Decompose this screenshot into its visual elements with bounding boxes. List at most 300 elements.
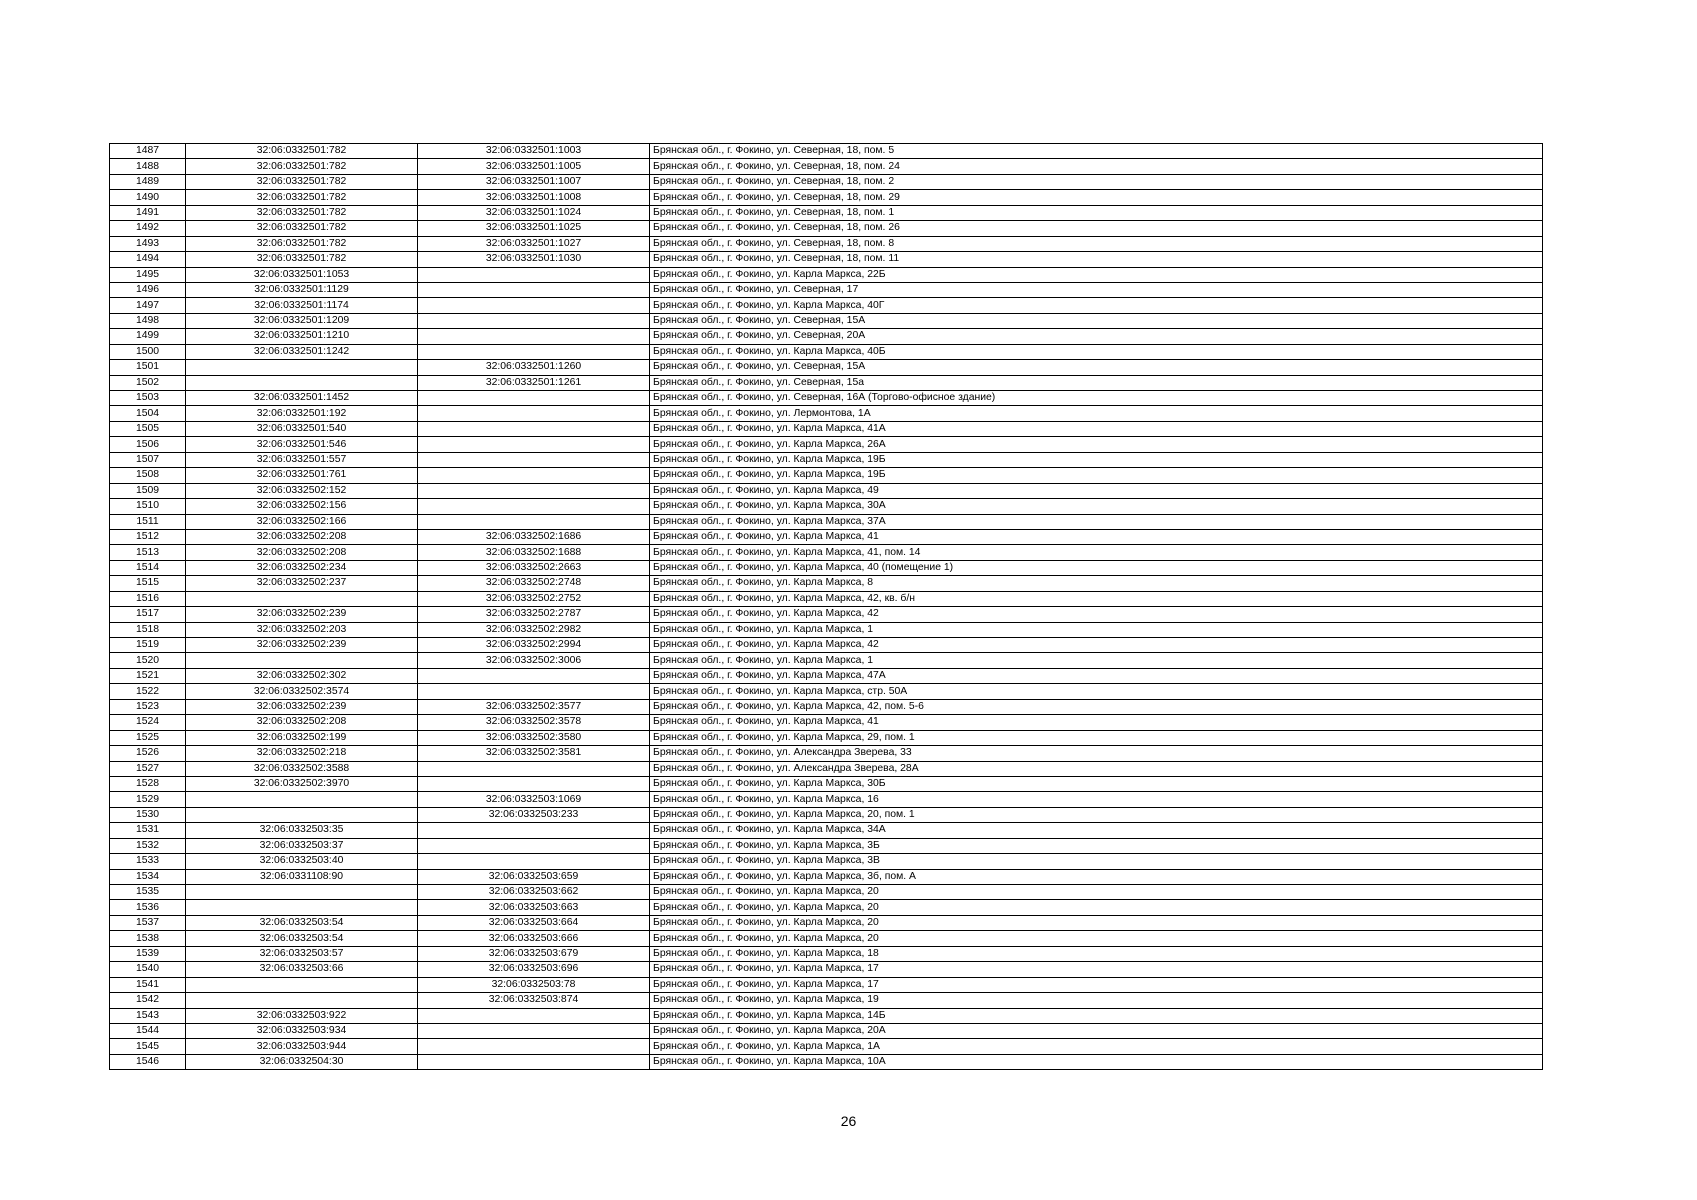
land-cadastral-number-cell: 32:06:0332501:1210 (186, 329, 418, 344)
address-cell: Брянская обл., г. Фокино, ул. Карла Маркса, 19Б (650, 468, 1543, 483)
building-cadastral-number-cell: 32:06:0332501:1005 (418, 159, 650, 174)
table-row (110, 236, 1543, 251)
building-cadastral-number-cell (418, 823, 650, 838)
address-cell: Брянская обл., г. Фокино, ул. Карла Маркса, 19Б (650, 452, 1543, 467)
building-cadastral-number-cell: 32:06:0332503:696 (418, 962, 650, 977)
table-row (110, 406, 1543, 421)
land-cadastral-number-cell: 32:06:0332501:782 (186, 252, 418, 267)
land-cadastral-number-cell: 32:06:0332502:234 (186, 560, 418, 575)
building-cadastral-number-cell: 32:06:0332502:1686 (418, 529, 650, 544)
row-number-cell: 1535 (110, 885, 186, 900)
row-number-cell: 1498 (110, 313, 186, 328)
land-cadastral-number-cell: 32:06:0332502:199 (186, 730, 418, 745)
land-cadastral-number-cell: 32:06:0332502:239 (186, 607, 418, 622)
land-cadastral-number-cell: 32:06:0332503:922 (186, 1008, 418, 1023)
table-row (110, 174, 1543, 189)
address-cell: Брянская обл., г. Фокино, ул. Карла Маркса, 30А (650, 499, 1543, 514)
land-cadastral-number-cell: 32:06:0332501:1174 (186, 298, 418, 313)
row-number-cell: 1506 (110, 437, 186, 452)
building-cadastral-number-cell (418, 421, 650, 436)
building-cadastral-number-cell (418, 313, 650, 328)
table-row (110, 931, 1543, 946)
address-cell: Брянская обл., г. Фокино, ул. Александра Зверева, 33 (650, 746, 1543, 761)
land-cadastral-number-cell: 32:06:0332503:66 (186, 962, 418, 977)
building-cadastral-number-cell: 32:06:0332502:3577 (418, 699, 650, 714)
address-cell: Брянская обл., г. Фокино, ул. Карла Маркса, 20 (650, 900, 1543, 915)
land-cadastral-number-cell: 32:06:0332501:1129 (186, 282, 418, 297)
building-cadastral-number-cell: 32:06:0332501:1261 (418, 375, 650, 390)
row-number-cell: 1496 (110, 282, 186, 297)
row-number-cell: 1500 (110, 344, 186, 359)
building-cadastral-number-cell: 32:06:0332502:2752 (418, 591, 650, 606)
row-number-cell: 1528 (110, 776, 186, 791)
table-row (110, 746, 1543, 761)
table-row (110, 653, 1543, 668)
row-number-cell: 1531 (110, 823, 186, 838)
table-row (110, 607, 1543, 622)
address-cell: Брянская обл., г. Фокино, ул. Карла Маркса, 20 (650, 915, 1543, 930)
building-cadastral-number-cell: 32:06:0332502:2787 (418, 607, 650, 622)
table-row (110, 483, 1543, 498)
table-row (110, 807, 1543, 822)
building-cadastral-number-cell (418, 344, 650, 359)
building-cadastral-number-cell (418, 684, 650, 699)
table-row (110, 977, 1543, 992)
row-number-cell: 1525 (110, 730, 186, 745)
row-number-cell: 1494 (110, 252, 186, 267)
table-row (110, 391, 1543, 406)
land-cadastral-number-cell: 32:06:0332501:540 (186, 421, 418, 436)
row-number-cell: 1532 (110, 838, 186, 853)
table-row (110, 792, 1543, 807)
building-cadastral-number-cell: 32:06:0332501:1003 (418, 144, 650, 159)
land-cadastral-number-cell: 32:06:0332502:237 (186, 576, 418, 591)
address-cell: Брянская обл., г. Фокино, ул. Карла Маркса, 42 (650, 607, 1543, 622)
land-cadastral-number-cell: 32:06:0332501:782 (186, 159, 418, 174)
land-cadastral-number-cell: 32:06:0332503:40 (186, 854, 418, 869)
land-cadastral-number-cell: 32:06:0332501:1053 (186, 267, 418, 282)
table-row (110, 560, 1543, 575)
land-cadastral-number-cell: 32:06:0332504:30 (186, 1054, 418, 1069)
address-cell: Брянская обл., г. Фокино, ул. Северная, 18, пом. 24 (650, 159, 1543, 174)
row-number-cell: 1508 (110, 468, 186, 483)
land-cadastral-number-cell (186, 360, 418, 375)
row-number-cell: 1489 (110, 174, 186, 189)
table-row (110, 468, 1543, 483)
address-cell: Брянская обл., г. Фокино, ул. Северная, 18, пом. 2 (650, 174, 1543, 189)
address-cell: Брянская обл., г. Фокино, ул. Северная, 20А (650, 329, 1543, 344)
address-cell: Брянская обл., г. Фокино, ул. Карла Маркса, 34А (650, 823, 1543, 838)
row-number-cell: 1505 (110, 421, 186, 436)
land-cadastral-number-cell: 32:06:0332502:239 (186, 699, 418, 714)
table-row (110, 1039, 1543, 1054)
building-cadastral-number-cell (418, 267, 650, 282)
building-cadastral-number-cell (418, 499, 650, 514)
address-cell: Брянская обл., г. Фокино, ул. Карла Маркса, 42 (650, 638, 1543, 653)
table-row (110, 684, 1543, 699)
table-row (110, 545, 1543, 560)
table-row (110, 205, 1543, 220)
row-number-cell: 1524 (110, 715, 186, 730)
address-cell: Брянская обл., г. Фокино, ул. Карла Маркса, 42, пом. 5-6 (650, 699, 1543, 714)
address-cell: Брянская обл., г. Фокино, ул. Карла Маркса, 8 (650, 576, 1543, 591)
building-cadastral-number-cell: 32:06:0332503:1069 (418, 792, 650, 807)
row-number-cell: 1544 (110, 1023, 186, 1038)
land-cadastral-number-cell (186, 977, 418, 992)
row-number-cell: 1538 (110, 931, 186, 946)
land-cadastral-number-cell: 32:06:0332502:218 (186, 746, 418, 761)
row-number-cell: 1546 (110, 1054, 186, 1069)
table-row (110, 437, 1543, 452)
land-cadastral-number-cell: 32:06:0332502:208 (186, 545, 418, 560)
land-cadastral-number-cell: 32:06:0332501:782 (186, 144, 418, 159)
address-cell: Брянская обл., г. Фокино, ул. Карла Маркса, 40 (помещение 1) (650, 560, 1543, 575)
land-cadastral-number-cell: 32:06:0332501:1452 (186, 391, 418, 406)
building-cadastral-number-cell: 32:06:0332501:1008 (418, 190, 650, 205)
address-cell: Брянская обл., г. Фокино, ул. Карла Маркса, 26А (650, 437, 1543, 452)
row-number-cell: 1513 (110, 545, 186, 560)
address-cell: Брянская обл., г. Фокино, ул. Карла Маркса, 42, кв. б/н (650, 591, 1543, 606)
land-cadastral-number-cell: 32:06:0332502:239 (186, 638, 418, 653)
building-cadastral-number-cell: 32:06:0332502:2982 (418, 622, 650, 637)
land-cadastral-number-cell: 32:06:0332501:192 (186, 406, 418, 421)
table-row (110, 1023, 1543, 1038)
land-cadastral-number-cell (186, 375, 418, 390)
land-cadastral-number-cell (186, 807, 418, 822)
address-cell: Брянская обл., г. Фокино, ул. Карла Маркса, 20А (650, 1023, 1543, 1038)
row-number-cell: 1510 (110, 499, 186, 514)
table-row (110, 715, 1543, 730)
table-row (110, 452, 1543, 467)
row-number-cell: 1495 (110, 267, 186, 282)
row-number-cell: 1536 (110, 900, 186, 915)
table-row (110, 638, 1543, 653)
table-row (110, 499, 1543, 514)
building-cadastral-number-cell: 32:06:0332503:663 (418, 900, 650, 915)
land-cadastral-number-cell: 32:06:0332503:37 (186, 838, 418, 853)
table-row (110, 869, 1543, 884)
building-cadastral-number-cell: 32:06:0332502:3581 (418, 746, 650, 761)
address-cell: Брянская обл., г. Фокино, ул. Карла Маркса, 41 (650, 529, 1543, 544)
address-cell: Брянская обл., г. Фокино, ул. Карла Маркса, 30Б (650, 776, 1543, 791)
row-number-cell: 1519 (110, 638, 186, 653)
address-cell: Брянская обл., г. Фокино, ул. Карла Маркса, 20 (650, 885, 1543, 900)
address-cell: Брянская обл., г. Фокино, ул. Карла Маркса, 10А (650, 1054, 1543, 1069)
building-cadastral-number-cell (418, 1008, 650, 1023)
row-number-cell: 1502 (110, 375, 186, 390)
row-number-cell: 1516 (110, 591, 186, 606)
building-cadastral-number-cell (418, 854, 650, 869)
address-cell: Брянская обл., г. Фокино, ул. Карла Маркса, 22Б (650, 267, 1543, 282)
building-cadastral-number-cell (418, 406, 650, 421)
address-cell: Брянская обл., г. Фокино, ул. Северная, 18, пом. 11 (650, 252, 1543, 267)
table-row (110, 344, 1543, 359)
row-number-cell: 1520 (110, 653, 186, 668)
row-number-cell: 1491 (110, 205, 186, 220)
row-number-cell: 1511 (110, 514, 186, 529)
address-cell: Брянская обл., г. Фокино, ул. Карла Маркса, 47А (650, 668, 1543, 683)
table-row (110, 529, 1543, 544)
row-number-cell: 1515 (110, 576, 186, 591)
address-cell: Брянская обл., г. Фокино, ул. Александра Зверева, 28А (650, 761, 1543, 776)
table-row (110, 668, 1543, 683)
row-number-cell: 1490 (110, 190, 186, 205)
address-cell: Брянская обл., г. Фокино, ул. Карла Маркса, 19 (650, 993, 1543, 1008)
building-cadastral-number-cell (418, 761, 650, 776)
building-cadastral-number-cell (418, 298, 650, 313)
land-cadastral-number-cell: 32:06:0332503:54 (186, 931, 418, 946)
building-cadastral-number-cell: 32:06:0332501:1260 (418, 360, 650, 375)
building-cadastral-number-cell: 32:06:0332503:679 (418, 946, 650, 961)
row-number-cell: 1507 (110, 452, 186, 467)
row-number-cell: 1501 (110, 360, 186, 375)
page-number: 26 (840, 1113, 857, 1129)
building-cadastral-number-cell (418, 776, 650, 791)
building-cadastral-number-cell: 32:06:0332503:78 (418, 977, 650, 992)
address-cell: Брянская обл., г. Фокино, ул. Карла Маркса, 1 (650, 653, 1543, 668)
table-row (110, 622, 1543, 637)
address-cell: Брянская обл., г. Фокино, ул. Северная, 18, пом. 5 (650, 144, 1543, 159)
table-row (110, 144, 1543, 159)
table-row (110, 298, 1543, 313)
land-cadastral-number-cell: 32:06:0332502:166 (186, 514, 418, 529)
row-number-cell: 1545 (110, 1039, 186, 1054)
land-cadastral-number-cell: 32:06:0332502:3574 (186, 684, 418, 699)
building-cadastral-number-cell: 32:06:0332502:3578 (418, 715, 650, 730)
building-cadastral-number-cell: 32:06:0332503:874 (418, 993, 650, 1008)
table-row (110, 375, 1543, 390)
land-cadastral-number-cell (186, 591, 418, 606)
land-cadastral-number-cell: 32:06:0332501:782 (186, 236, 418, 251)
address-cell: Брянская обл., г. Фокино, ул. Карла Маркса, 1 (650, 622, 1543, 637)
address-cell: Брянская обл., г. Фокино, ул. Карла Маркса, 17 (650, 977, 1543, 992)
row-number-cell: 1517 (110, 607, 186, 622)
address-cell: Брянская обл., г. Фокино, ул. Северная, 15А (650, 360, 1543, 375)
row-number-cell: 1523 (110, 699, 186, 714)
land-cadastral-number-cell: 32:06:0332501:761 (186, 468, 418, 483)
land-cadastral-number-cell: 32:06:0332501:782 (186, 174, 418, 189)
building-cadastral-number-cell (418, 1039, 650, 1054)
address-cell: Брянская обл., г. Фокино, ул. Карла Маркса, 14Б (650, 1008, 1543, 1023)
building-cadastral-number-cell: 32:06:0332502:3580 (418, 730, 650, 745)
address-cell: Брянская обл., г. Фокино, ул. Карла Маркса, 17 (650, 962, 1543, 977)
row-number-cell: 1497 (110, 298, 186, 313)
table-row (110, 329, 1543, 344)
land-cadastral-number-cell: 32:06:0332501:557 (186, 452, 418, 467)
address-cell: Брянская обл., г. Фокино, ул. Карла Маркса, 41 (650, 715, 1543, 730)
land-cadastral-number-cell: 32:06:0332502:208 (186, 715, 418, 730)
address-cell: Брянская обл., г. Фокино, ул. Карла Маркса, 41, пом. 14 (650, 545, 1543, 560)
land-cadastral-number-cell: 32:06:0332502:203 (186, 622, 418, 637)
land-cadastral-number-cell: 32:06:0332503:944 (186, 1039, 418, 1054)
table-row (110, 1008, 1543, 1023)
building-cadastral-number-cell (418, 1054, 650, 1069)
table-row (110, 221, 1543, 236)
land-cadastral-number-cell: 32:06:0332501:782 (186, 190, 418, 205)
building-cadastral-number-cell (418, 468, 650, 483)
address-cell: Брянская обл., г. Фокино, ул. Карла Маркса, 1А (650, 1039, 1543, 1054)
table-row (110, 514, 1543, 529)
row-number-cell: 1542 (110, 993, 186, 1008)
row-number-cell: 1541 (110, 977, 186, 992)
row-number-cell: 1533 (110, 854, 186, 869)
row-number-cell: 1492 (110, 221, 186, 236)
row-number-cell: 1514 (110, 560, 186, 575)
address-cell: Брянская обл., г. Фокино, ул. Карла Маркса, 49 (650, 483, 1543, 498)
table-row (110, 282, 1543, 297)
row-number-cell: 1487 (110, 144, 186, 159)
building-cadastral-number-cell (418, 391, 650, 406)
row-number-cell: 1540 (110, 962, 186, 977)
building-cadastral-number-cell: 32:06:0332502:2748 (418, 576, 650, 591)
table-row (110, 900, 1543, 915)
row-number-cell: 1503 (110, 391, 186, 406)
building-cadastral-number-cell: 32:06:0332501:1025 (418, 221, 650, 236)
table-row (110, 252, 1543, 267)
address-cell: Брянская обл., г. Фокино, ул. Северная, 15А (650, 313, 1543, 328)
address-cell: Брянская обл., г. Фокино, ул. Северная, 16А (Торгово-офисное здание) (650, 391, 1543, 406)
table-row (110, 267, 1543, 282)
building-cadastral-number-cell (418, 437, 650, 452)
building-cadastral-number-cell (418, 514, 650, 529)
row-number-cell: 1521 (110, 668, 186, 683)
building-cadastral-number-cell: 32:06:0332501:1007 (418, 174, 650, 189)
land-cadastral-number-cell (186, 792, 418, 807)
land-cadastral-number-cell: 32:06:0332503:54 (186, 915, 418, 930)
table-row (110, 360, 1543, 375)
address-cell: Брянская обл., г. Фокино, ул. Карла Маркса, 20, пом. 1 (650, 807, 1543, 822)
building-cadastral-number-cell: 32:06:0332503:666 (418, 931, 650, 946)
land-cadastral-number-cell (186, 653, 418, 668)
building-cadastral-number-cell: 32:06:0332503:659 (418, 869, 650, 884)
building-cadastral-number-cell (418, 668, 650, 683)
land-cadastral-number-cell: 32:06:0332501:546 (186, 437, 418, 452)
row-number-cell: 1526 (110, 746, 186, 761)
building-cadastral-number-cell (418, 483, 650, 498)
register-table-body (110, 144, 1543, 1070)
building-cadastral-number-cell: 32:06:0332502:2663 (418, 560, 650, 575)
row-number-cell: 1518 (110, 622, 186, 637)
building-cadastral-number-cell: 32:06:0332502:1688 (418, 545, 650, 560)
land-cadastral-number-cell: 32:06:0332503:934 (186, 1023, 418, 1038)
land-cadastral-number-cell: 32:06:0332503:57 (186, 946, 418, 961)
row-number-cell: 1534 (110, 869, 186, 884)
address-cell: Брянская обл., г. Фокино, ул. Северная, 18, пом. 1 (650, 205, 1543, 220)
row-number-cell: 1543 (110, 1008, 186, 1023)
address-cell: Брянская обл., г. Фокино, ул. Карла Маркса, 40Б (650, 344, 1543, 359)
row-number-cell: 1527 (110, 761, 186, 776)
address-cell: Брянская обл., г. Фокино, ул. Карла Маркса, 20 (650, 931, 1543, 946)
address-cell: Брянская обл., г. Фокино, ул. Северная, 18, пом. 26 (650, 221, 1543, 236)
row-number-cell: 1530 (110, 807, 186, 822)
land-cadastral-number-cell: 32:06:0332501:782 (186, 205, 418, 220)
table-row (110, 699, 1543, 714)
row-number-cell: 1512 (110, 529, 186, 544)
table-row (110, 823, 1543, 838)
land-cadastral-number-cell: 32:06:0332501:782 (186, 221, 418, 236)
address-cell: Брянская обл., г. Фокино, ул. Карла Маркса, 3Б (650, 838, 1543, 853)
building-cadastral-number-cell: 32:06:0332503:664 (418, 915, 650, 930)
building-cadastral-number-cell: 32:06:0332503:662 (418, 885, 650, 900)
row-number-cell: 1488 (110, 159, 186, 174)
land-cadastral-number-cell: 32:06:0331108:90 (186, 869, 418, 884)
building-cadastral-number-cell: 32:06:0332501:1027 (418, 236, 650, 251)
address-cell: Брянская обл., г. Фокино, ул. Северная, 15а (650, 375, 1543, 390)
building-cadastral-number-cell: 32:06:0332501:1030 (418, 252, 650, 267)
table-row (110, 885, 1543, 900)
table-row (110, 421, 1543, 436)
table-row (110, 761, 1543, 776)
table-row (110, 962, 1543, 977)
table-row (110, 838, 1543, 853)
table-row (110, 730, 1543, 745)
building-cadastral-number-cell (418, 282, 650, 297)
row-number-cell: 1499 (110, 329, 186, 344)
building-cadastral-number-cell: 32:06:0332501:1024 (418, 205, 650, 220)
land-cadastral-number-cell (186, 885, 418, 900)
table-row (110, 946, 1543, 961)
table-row (110, 576, 1543, 591)
address-cell: Брянская обл., г. Фокино, ул. Карла Маркса, 3В (650, 854, 1543, 869)
row-number-cell: 1493 (110, 236, 186, 251)
row-number-cell: 1509 (110, 483, 186, 498)
address-cell: Брянская обл., г. Фокино, ул. Северная, 17 (650, 282, 1543, 297)
register-table (109, 143, 1543, 1070)
table-row (110, 915, 1543, 930)
address-cell: Брянская обл., г. Фокино, ул. Северная, 18, пом. 8 (650, 236, 1543, 251)
building-cadastral-number-cell (418, 838, 650, 853)
building-cadastral-number-cell: 32:06:0332502:3006 (418, 653, 650, 668)
land-cadastral-number-cell: 32:06:0332501:1209 (186, 313, 418, 328)
land-cadastral-number-cell: 32:06:0332502:152 (186, 483, 418, 498)
land-cadastral-number-cell: 32:06:0332502:3588 (186, 761, 418, 776)
land-cadastral-number-cell: 32:06:0332501:1242 (186, 344, 418, 359)
land-cadastral-number-cell: 32:06:0332502:208 (186, 529, 418, 544)
address-cell: Брянская обл., г. Фокино, ул. Карла Маркса, 3б, пом. А (650, 869, 1543, 884)
building-cadastral-number-cell: 32:06:0332502:2994 (418, 638, 650, 653)
address-cell: Брянская обл., г. Фокино, ул. Карла Маркса, 37А (650, 514, 1543, 529)
table-row (110, 313, 1543, 328)
land-cadastral-number-cell (186, 993, 418, 1008)
building-cadastral-number-cell (418, 452, 650, 467)
address-cell: Брянская обл., г. Фокино, ул. Карла Маркса, 29, пом. 1 (650, 730, 1543, 745)
table-row (110, 190, 1543, 205)
table-row (110, 159, 1543, 174)
land-cadastral-number-cell: 32:06:0332502:302 (186, 668, 418, 683)
address-cell: Брянская обл., г. Фокино, ул. Карла Маркса, 40Г (650, 298, 1543, 313)
address-cell: Брянская обл., г. Фокино, ул. Карла Маркса, 41А (650, 421, 1543, 436)
address-cell: Брянская обл., г. Фокино, ул. Северная, 18, пом. 29 (650, 190, 1543, 205)
row-number-cell: 1504 (110, 406, 186, 421)
building-cadastral-number-cell (418, 1023, 650, 1038)
address-cell: Брянская обл., г. Фокино, ул. Карла Маркса, стр. 50А (650, 684, 1543, 699)
address-cell: Брянская обл., г. Фокино, ул. Карла Маркса, 16 (650, 792, 1543, 807)
address-cell: Брянская обл., г. Фокино, ул. Лермонтова, 1А (650, 406, 1543, 421)
row-number-cell: 1529 (110, 792, 186, 807)
address-cell: Брянская обл., г. Фокино, ул. Карла Маркса, 18 (650, 946, 1543, 961)
land-cadastral-number-cell: 32:06:0332502:156 (186, 499, 418, 514)
table-row (110, 591, 1543, 606)
table-row (110, 1054, 1543, 1069)
land-cadastral-number-cell: 32:06:0332503:35 (186, 823, 418, 838)
land-cadastral-number-cell (186, 900, 418, 915)
table-row (110, 993, 1543, 1008)
row-number-cell: 1522 (110, 684, 186, 699)
row-number-cell: 1539 (110, 946, 186, 961)
row-number-cell: 1537 (110, 915, 186, 930)
table-row (110, 854, 1543, 869)
building-cadastral-number-cell: 32:06:0332503:233 (418, 807, 650, 822)
